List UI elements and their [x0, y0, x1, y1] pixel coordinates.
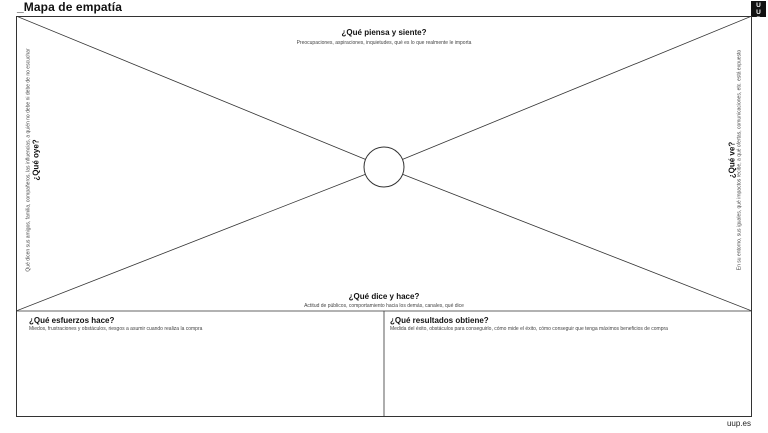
diagonal-bottom-left	[16, 167, 384, 311]
empathy-map-diagram	[16, 16, 752, 417]
section-results-description: Medida del éxito, obstáculos para conseguirlo, cómo mide el éxito, cómo conseguir que tenga máximos beneficios de compra	[390, 326, 668, 332]
section-left-description: Qué dicen sus amigos, familia, compañeros, las influencias, a quién no debe ni debe de no escuchar	[25, 48, 32, 272]
section-top-title: ¿Qué piensa y siente?	[341, 28, 427, 37]
logo-letter: P	[756, 16, 761, 23]
diagonal-bottom-right	[384, 167, 752, 311]
section-top-description: Preocupaciones, aspiraciones, inquietudes, qué es lo que realmente le importa	[296, 40, 472, 46]
section-right-description: En su entorno, sus iguales, qué impactos recibe, a qué ofertas, comunicaciones, etc. está expuesto	[736, 49, 743, 271]
section-efforts-title: ¿Qué esfuerzos hace?	[29, 316, 115, 325]
footer-url: uup.es	[726, 419, 751, 428]
logo-letter: U	[756, 2, 761, 9]
page-title: _Mapa de empatía	[17, 0, 122, 14]
diagonal-top-right	[384, 16, 752, 167]
diagonal-top-left	[16, 16, 384, 167]
logo-letter: U	[756, 9, 761, 16]
section-right-title: ¿Qué ve?	[727, 141, 737, 179]
section-left-title: ¿Qué oye?	[31, 139, 41, 181]
section-results-title: ¿Qué resultados obtiene?	[390, 316, 489, 325]
center-circle	[364, 147, 404, 187]
section-right	[728, 50, 743, 270]
section-left	[26, 48, 41, 271]
uup-logo	[751, 1, 766, 23]
section-efforts-description: Miedos, frustraciones y obstáculos, riesgos a asumir cuando realiza la compra	[29, 326, 203, 332]
section-bottom-description: Actitud de públicos, comportamiento hacia los demás, canales, qué dice	[304, 303, 464, 309]
section-bottom-title: ¿Qué dice y hace?	[348, 292, 420, 301]
